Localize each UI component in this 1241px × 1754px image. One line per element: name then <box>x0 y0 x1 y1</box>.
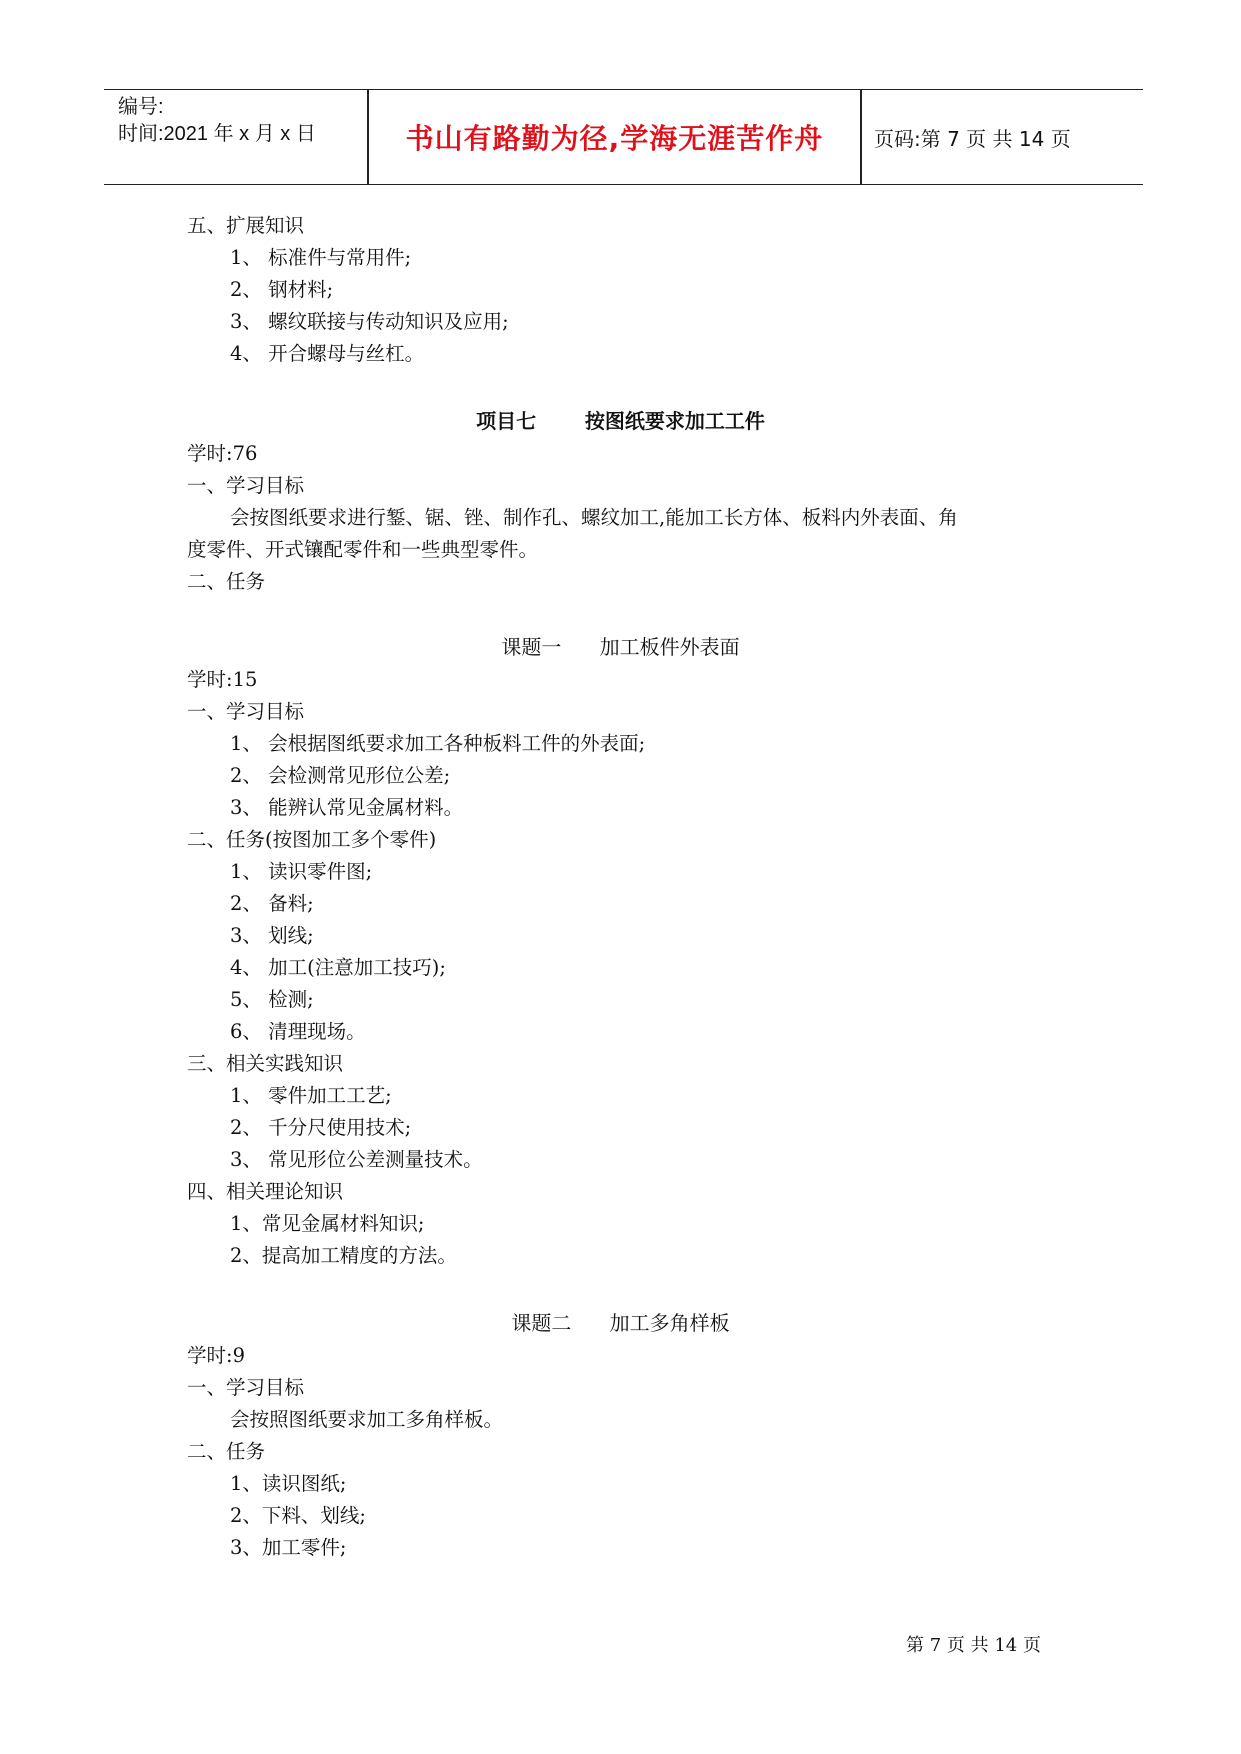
paragraph-line: 会按图纸要求进行錾、锯、锉、制作孔、螺纹加工,能加工长方体、板料内外表面、角 <box>230 506 958 529</box>
header-page-label: 页码:第 7 页 共 14 页 <box>874 126 1071 151</box>
section-heading: 一、学习目标 <box>187 700 305 723</box>
list-item: 1、 标准件与常用件; <box>230 246 412 269</box>
list-item: 3、 螺纹联接与传动知识及应用; <box>230 310 509 333</box>
list-item: 2、提高加工精度的方法。 <box>230 1244 457 1267</box>
list-item: 1、常见金属材料知识; <box>230 1212 425 1235</box>
paragraph-line: 会按照图纸要求加工多角样板。 <box>230 1408 504 1431</box>
topic-title: 课题一 加工板件外表面 <box>501 635 740 659</box>
list-item: 2、下料、划线; <box>230 1504 366 1527</box>
hours-label: 学时:9 <box>187 1344 245 1367</box>
project-title: 项目七 按图纸要求加工工件 <box>476 409 765 433</box>
list-item: 3、加工零件; <box>230 1536 347 1559</box>
hours-label: 学时:76 <box>187 442 258 465</box>
list-item: 1、读识图纸; <box>230 1472 347 1495</box>
section-heading: 二、任务 <box>187 1440 266 1463</box>
list-item: 1、 零件加工工艺; <box>230 1084 392 1107</box>
section-heading: 四、相关理论知识 <box>187 1180 344 1203</box>
list-item: 2、 千分尺使用技术; <box>230 1116 412 1139</box>
list-item: 1、 读识零件图; <box>230 860 373 883</box>
document-time-label: 时间:2021 年 x 月 x 日 <box>118 123 316 145</box>
section-heading: 二、任务(按图加工多个零件) <box>187 828 437 851</box>
section-heading: 三、相关实践知识 <box>187 1052 344 1075</box>
header-meta <box>118 94 316 148</box>
list-item: 3、 常见形位公差测量技术。 <box>230 1148 483 1171</box>
document-number-label: 编号: <box>118 96 164 118</box>
list-item: 1、 会根据图纸要求加工各种板料工件的外表面; <box>230 732 646 755</box>
list-item: 5、 检测; <box>230 988 314 1011</box>
section-heading: 五、扩展知识 <box>187 214 305 237</box>
list-item: 4、 加工(注意加工技巧); <box>230 956 446 979</box>
list-item: 2、 备料; <box>230 892 314 915</box>
list-item: 6、 清理现场。 <box>230 1020 366 1043</box>
page-footer: 第 7 页 共 14 页 <box>906 1635 1041 1656</box>
topic-title: 课题二 加工多角样板 <box>511 1311 730 1335</box>
list-item: 4、 开合螺母与丝杠。 <box>230 342 425 365</box>
header-divider <box>860 90 862 184</box>
section-heading: 一、学习目标 <box>187 474 305 497</box>
header-motto: 书山有路勤为径,学海无涯苦作舟 <box>405 122 824 155</box>
paragraph-line: 度零件、开式镶配零件和一些典型零件。 <box>187 538 539 561</box>
section-heading: 一、学习目标 <box>187 1376 305 1399</box>
hours-label: 学时:15 <box>187 668 258 691</box>
list-item: 2、 钢材料; <box>230 278 334 301</box>
list-item: 3、 能辨认常见金属材料。 <box>230 796 464 819</box>
page-header <box>104 89 1143 185</box>
section-heading: 二、任务 <box>187 570 266 593</box>
list-item: 3、 划线; <box>230 924 314 947</box>
list-item: 2、 会检测常见形位公差; <box>230 764 451 787</box>
